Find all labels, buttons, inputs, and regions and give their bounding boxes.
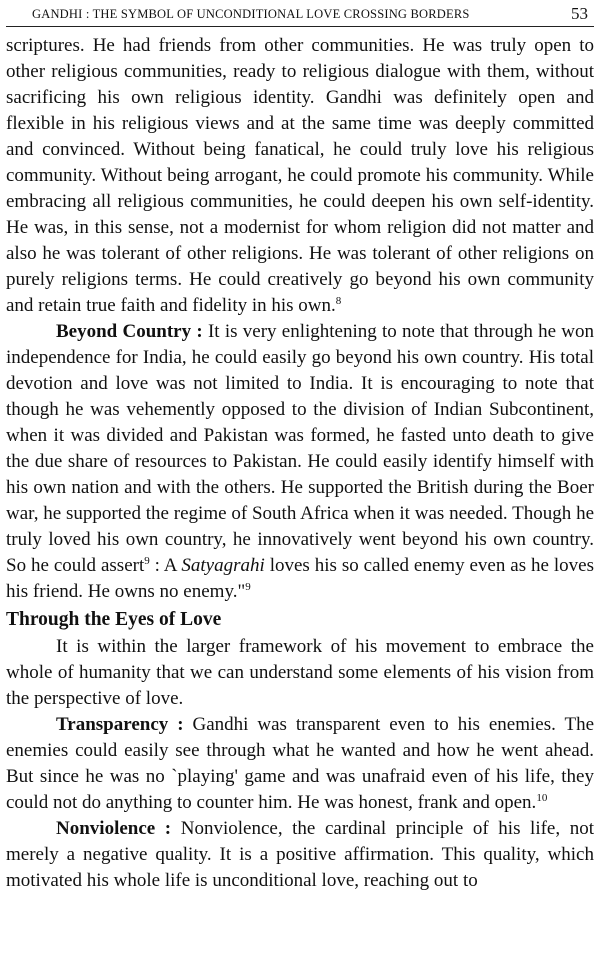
paragraph-text: It is within the larger framework of his movement to embrace the whole of humanity that we can understand some elements of his vision from the perspective of love. bbox=[6, 636, 594, 709]
running-title: GANDHI : THE SYMBOL OF UNCONDITIONAL LOVE CROSSING BORDERS bbox=[32, 7, 470, 21]
paragraph-beyond-country bbox=[6, 319, 594, 605]
paragraph-text: : A bbox=[154, 555, 177, 576]
paragraph-nonviolence bbox=[6, 816, 594, 894]
page-number: 53 bbox=[571, 4, 588, 23]
footnote-ref: 8 bbox=[335, 295, 342, 307]
paragraph-religious-identity bbox=[6, 33, 594, 319]
paragraph-framework bbox=[6, 634, 594, 712]
paragraph-text: Gandhi was transparent even to his enemies. The enemies could easily see through what he wanted and how he went ahead. But since he was no `playing' game and was unafraid even of his life, they could not do anything to counter him. He was honest, frank and open. bbox=[6, 714, 595, 813]
paragraph-text: It is very enlightening to note that through he won independence for India, he could easily go beyond his own country. His total devotion and love was not limited to India. It is encouraging to note that though he was vehemently opposed to the division of Indian Subcontinent, when it was divided and Pakistan was formed, he fasted unto death to give the due share of resources to Pakistan. He could easily identify himself with his own nation and with the others. He supported the British during the Boer war, he supported the regime of South Africa when it was needed. Though he truly loved his own country, he innovatively went beyond his own country. So he could assert bbox=[6, 321, 595, 576]
footnote-ref: 9 bbox=[245, 581, 251, 593]
italic-term: Satyagrahi bbox=[181, 555, 265, 576]
run-in-heading: Nonviolence : bbox=[56, 818, 172, 839]
paragraph-text: scriptures. He had friends from other communities. He was truly open to other religious communities, ready to religious dialogue with them, without sacrificing his own religious identity. Gandhi was definitely open and flexible in his religious views and at the same time was deeply committed and convinced. Without being fanatical, he could truly love his religious community. Without being arrogant, he could promote his community. While embracing all religious communities, he could deepen his own self-identity. He was, in this sense, not a modernist for whom religion did not matter and also he was tolerant of other religions. He was tolerant of other religions on purely religions terms. He could creatively go beyond his own community and retain true faith and fidelity in his own. bbox=[6, 35, 594, 316]
paragraph-text: loves his so called enemy even as he loves his friend. He owns no enemy." bbox=[6, 555, 594, 602]
run-in-heading: Transparency : bbox=[56, 714, 184, 735]
section-heading: Through the Eyes of Love bbox=[6, 609, 222, 630]
footnote-ref: 9 bbox=[144, 555, 150, 567]
paragraph-text: Nonviolence, the cardinal principle of his life, not merely a negative quality. It is a positive affirmation. This quality, which motivated his whole life is unconditional love, reaching out to bbox=[6, 818, 594, 891]
footnote-ref: 10 bbox=[536, 792, 548, 804]
page-body bbox=[6, 33, 594, 894]
paragraph-transparency bbox=[6, 712, 594, 816]
running-head bbox=[6, 4, 594, 27]
run-in-heading: Beyond Country : bbox=[56, 321, 203, 342]
